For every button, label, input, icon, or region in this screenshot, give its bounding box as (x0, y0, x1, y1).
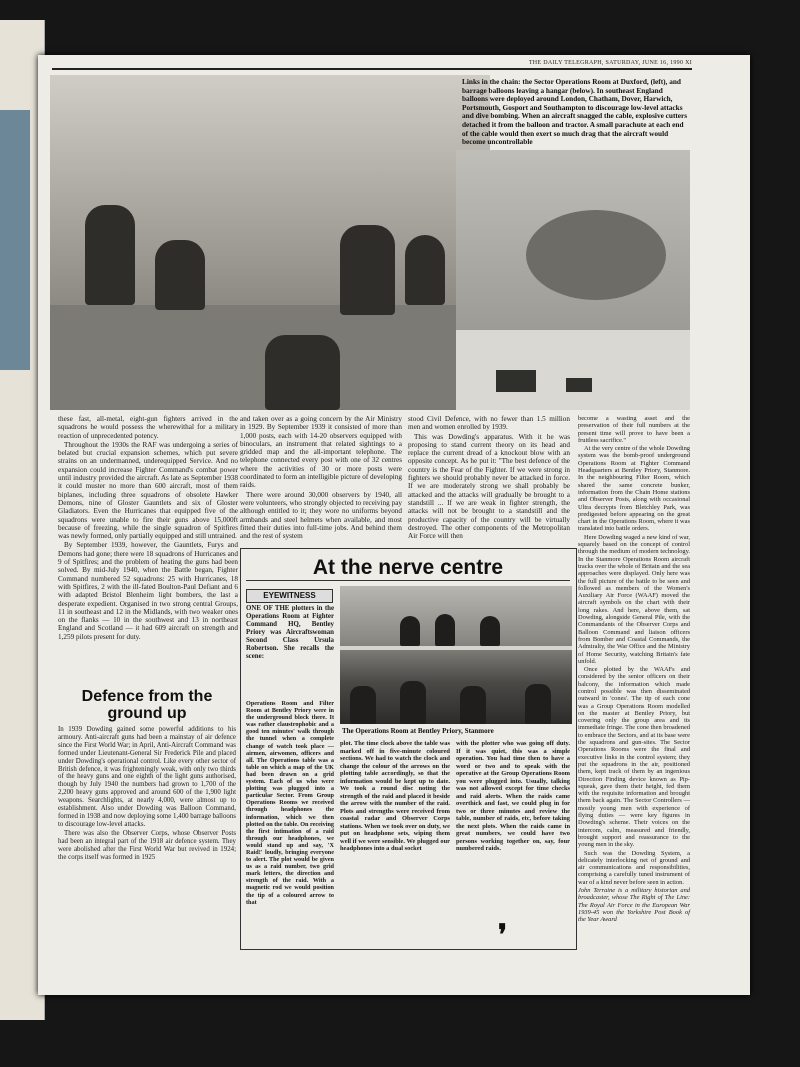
paragraph: these fast, all-metal, eight-gun fighters arrived in the squadrons he would possess the wherewithal for a military reaction of unprecedented potency. (58, 415, 238, 440)
box-column-c (456, 740, 570, 854)
box-title: At the nerve centre (312, 556, 504, 579)
paragraph: This was Dowding's apparatus. With it he was proposing to stand current theory on its head and replace the current dread of a knockout blow with an opposite concept. As he put it: "The best defence of the country is the Fear of the Fighter. If we were strong in fighters we should probably never be attacked in force. If we are moderately strong we shall probably be attacked and the attacks will gradually be brought to a standstill ... If we are weak in fighter strength, the attacks will not be brought to a standstill and the productive capacity of the country will be virtually destroyed. The other components of the Metropolitan Air Force will then (408, 432, 570, 541)
paragraph: stood Civil Defence, with no fewer than 1.5 million men and women enrolled by 1939. (408, 415, 570, 432)
article-column-3 (408, 415, 570, 541)
article-column-2 (240, 415, 402, 541)
box-column-a (246, 700, 334, 907)
box-column-b (340, 740, 450, 854)
paragraph: ONE OF THE plotters in the Operations Room at Fighter Command HQ, Bentley Priory was Aircraftswoman Second Class Ursula Robertson. She recalls the scene: (246, 605, 334, 660)
defence-heading: Defence from the ground up (81, 688, 213, 722)
person (480, 616, 500, 646)
box-photo-caption: The Operations Room at Bentley Priory, Stanmore (342, 727, 494, 735)
article-column-1 (58, 415, 238, 642)
paragraph: with the plotter who was going off duty. If it was quiet, this was a simple operation. You had time then to have a word or two and to speak with the operative at the Group Operations Room you were plugged into. Usually, talking was not allowed except for time checks and raid alerts. When the raids came overthick and fast, we could plug in for two or three minutes and review the table, number of raids, etc, before taking the next plots. When the raids came in great numbers, we could have two persons working together on, say, four numbered raids. (456, 740, 570, 852)
bentley-priory-photo (340, 586, 572, 724)
person (350, 686, 376, 724)
paragraph: There were around 30,000 observers by 1940, all were volunteers, who strongly objected to receiving pay although entitled to it; they wore no uniforms beyond armbands and steel helmets when available, and most fitted their duties into full-time jobs. And behind them and the rest of system (240, 490, 402, 541)
paragraph: Throughout the 1930s the RAF was undergoing a series of belated but crucial expansion schemes, which put severe strains on an undermanned, underequipped Service. And no expansion could increase Fighter Command's combat power until industry provided the aircraft. As late as September 1938 it could muster no more than 600 aircraft, most of them biplanes, including three squadrons of obsolete Hawker Demons, nine of Gloster Gauntlets and six of Gloster Gladiators. Even the Hurricanes that equipped five of the squadrons were unable to fire their guns above 15,000ft because of freezing, while the single squadron of Spitfires was newly formed, only partially equipped and still untrained. (58, 440, 238, 541)
paragraph: Operations Room and Filter Room at Bentley Priory were in the underground block there. It was rather claustrophobic and a good ten minutes' walk through the tunnel when a complete change of watch took place — airmen, airwomen, officers and all. The Operations table was a table on which a map of the UK had been drawn on a grid system. Each of us who were plotting was plugged into a particular Sector. From Group Operations Rooms we received through headphones the information, which we then plotted on the table. On receiving the first intimation of a raid through our headphones, we would stand up and say, 'X Raid!' loudly, bringing everyone to alert. The plot would be given us as a raid number, two grid mark letters, the direction and strength of the raid. With a magnetic rod we would position the tip of a coloured arrow to that (246, 700, 334, 906)
end-quote-mark: ❜ (498, 920, 508, 951)
officer-figure (405, 235, 445, 305)
operations-room-photo (50, 75, 490, 410)
person (400, 616, 420, 646)
adjacent-page-photo (0, 110, 30, 370)
masthead: THE DAILY TELEGRAPH, SATURDAY, JUNE 16, 1990 XI (528, 60, 692, 66)
ground (456, 330, 690, 410)
lorry (566, 378, 592, 392)
paragraph: Such was the Dowding System, a delicately interlocking net of ground and air communications and responsibilities, comprising a carefully tuned instrument of war of a kind never before seen in action. (578, 849, 690, 886)
defence-body (58, 726, 236, 862)
lorry (496, 370, 536, 392)
balloon (526, 210, 666, 300)
officer-figure (265, 335, 340, 410)
paragraph: Here Dowding waged a new kind of war, squarely based on the concept of control through the medium of modern technology. In the Stanmore Operations Room aircraft tracks over the whole of Britain and the sea approaches were displayed. Only here was the full picture of the battle to be seen and followed as members of the Women's Auxiliary Air Force (WAAF) moved the aircraft symbols on the chart with their long rakes. And here, above them, sat Dowding, alongside General Pile, with the Commandants of the Observer Corps and Balloon Command and liaison officers from Bomber and Coastal Commands, the Admiralty, the War Office and the Ministry of Home Security, watching Britain's fate unfold. (578, 533, 690, 665)
masthead-rule (52, 68, 692, 70)
paragraph: plot. The time clock above the table was marked off in five-minute coloured sections. We had to watch the clock and change the colour of the arrows on the plotting table accordingly, so that the information would be kept up to date. We took a round disc noting the strength of the raid and placed it beside the arrow with the number of the raid. Plots and strengths were received from coastal radar and Observer Corps stations. When we took over on duty, we put on headphone sets, wiping them well if we were sensible. We plugged our headphones into a dual socket (340, 740, 450, 852)
paragraph: There was also the Observer Corps, whose Observer Posts had been an integral part of the 1918 air defence system. They were abolished after the First World War but revived in 1924; the corps itself was formed in 1925 (58, 829, 236, 861)
person (525, 684, 551, 724)
paragraph: At the very centre of the whole Dowding system was the bomb-proof underground Operations Room at Fighter Command Headquarters at Bentley Priory, Stanmore. In the neighbouring Filter Room, which shared the same concrete bunker, information from the Chain Home stations and Observer Posts, along with occasional Ultra decrypts from Bletchley Park, was predigested before appearing on the great chart in the Operations Room, where it was translated into battle orders. (578, 445, 690, 533)
box-intro (246, 605, 334, 662)
paragraph: In 1939 Dowding gained some powerful additions to his armoury. Anti-aircraft guns had been a mainstay of air defence since the First World War; in April, Anti-Aircraft Command was formed under Lieutenant-General Sir Frederick Pile and placed under Dowding's operational control. Like every other sector of British defence, it was frighteningly weak, with only two thirds of the heavy guns and one eighth of the light guns authorised, though by July 1940 the numbers had grown to 1,700 of the 2,200 heavy guns approved and around 600 of the 1,900 light weapons. Searchlights, at nearly 4,000, were almost up to establishment. Also under Dowding was Balloon Command, formed in 1938 and now deploying some 1,400 barrage balloons to discourage low-level attacks. (58, 726, 236, 828)
top-photo-caption: Links in the chain: the Sector Operations Room at Duxford, (left), and barrage balloons leaving a hangar (below). In southeast England balloons were deployed around London, Chatham, Dover, Harwich, Portsmouth, Gosport and Southampton to discourage low-level attacks and dive bombing. When an aircraft snagged the cable, explosive cutters detached it from the balloon and tractor. A small parachute at each end of the cable would then exert so much drag that the aircraft would become uncontrollable (462, 77, 688, 147)
person (460, 686, 486, 724)
author-note: John Terraine is a military historian and broadcaster, whose The Right of The Line: The Royal Air Force in the European War 1939-45 won the Yorkshire Post Book of the Year Award (578, 887, 690, 924)
person (400, 681, 426, 724)
officer-figure (85, 205, 135, 305)
balcony-rail (340, 646, 572, 650)
paragraph: and taken over as a going concern by the Air Ministry in 1929. By September 1939 it consisted of more than 1,000 posts, each with 14-20 observers equipped with binoculars, an instrument that related sightings to a gridded map and the all-important telephone. The telephone connected every post with one of 32 centres where the activities of 30 or more posts were coordinated to form an intelligible picture of developing raids. (240, 415, 402, 490)
paragraph: By September 1939, however, the Gauntlets, Furys and Demons had gone; there were 18 squadrons of Hurricanes and 9 of Spitfires; and the problem of heating the guns had been solved. By mid-July 1940, when the Battle began, Fighter Command numbered 52 squadrons: 25 with Hurricanes, 18 with Spitfires, 2 with the ill-fated Boulton-Paul Defiant and 6 with adapted Bristol Blenheim light bombers, the last a desperate expedient. Organised in two strong central Groups, 11 in southeast and 12 in the Midlands, with two weaker ones on the flanks — 10 in the southwest and 13 in northeast England and Scotland — it had 609 aircraft on strength and 1,259 pilots present for duty. (58, 541, 238, 641)
box-rule (246, 580, 570, 581)
barrage-balloon-photo (456, 150, 690, 410)
person (435, 614, 455, 646)
officer-figure (340, 225, 395, 315)
paragraph: Once plotted by the WAAFs and considered by the senior officers on their balcony, the information which made control possible was then disseminated outward in 'cones'. The tip of each cone was a Group Operations Room modelled on the master at Bentley Priory, but covering only the group area and its immediate fringe. The cone then broadened to embrace the Sectors, and at its base were the squadrons and gun-sites. The Sector Operations Rooms were the final and executive links in the control system; they put the squadrons in the air, positioned them, kept track of them by an ingenious Direction Finding device known as Pip-squeak, gave them their height, fed them with the requisite information and brought them back again. The Sector Controllers — mostly young men with experience of flying duties — were key figures in Dowding's scheme. Their voices on the intercom, calm, measured and friendly, brought support and reassurance to the young men in the sky. (578, 666, 690, 849)
officer-figure (155, 240, 205, 310)
paragraph: become a wasting asset and the preservation of their full numbers at the present time will prove to have been a fruitless sacrifice." (578, 415, 690, 444)
article-column-4 (578, 415, 690, 924)
eyewitness-label: EYEWITNESS (246, 589, 333, 603)
